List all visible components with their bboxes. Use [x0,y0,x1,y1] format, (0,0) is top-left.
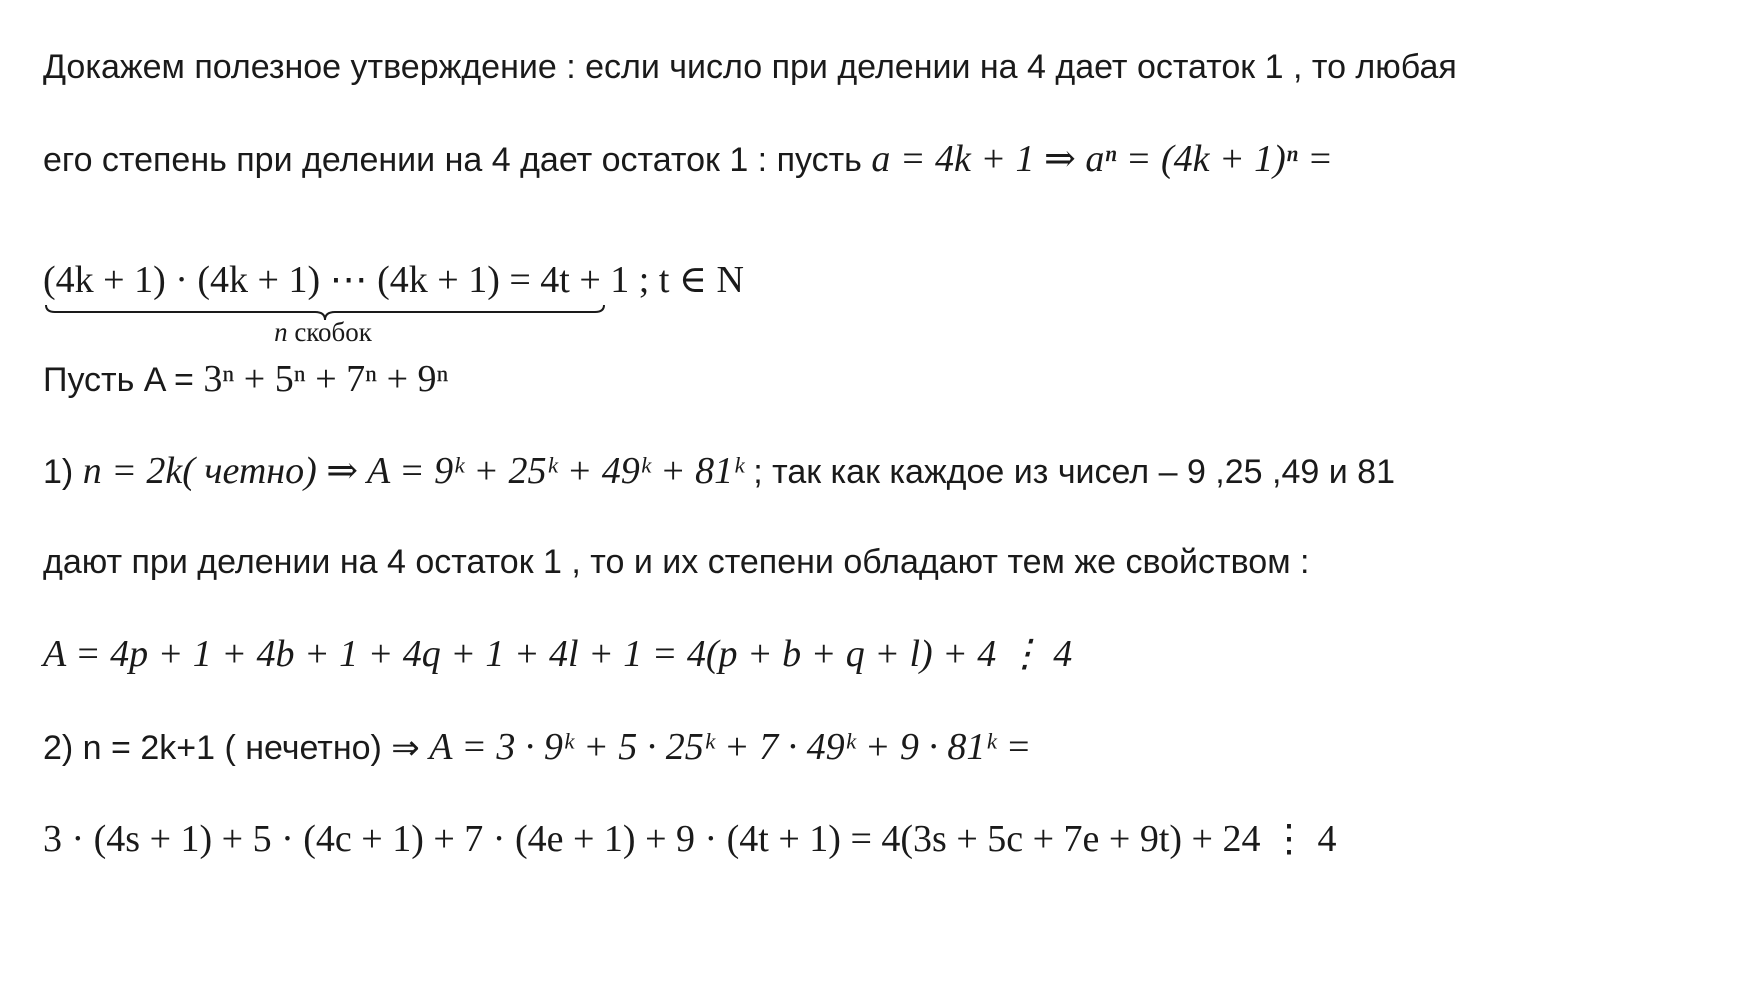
underbrace-block [43,245,744,347]
line5-prefix: 1) [43,453,83,491]
line8-text: 2) n = 2k+1 ( нечетно) ⇒ [43,729,430,767]
product-expression: (4k + 1) · (4k + 1) ⋯ (4k + 1) [43,259,500,301]
statement-line-2 [43,140,1333,178]
line5-text: ; так как каждое из чисел – 9 ,25 ,49 и 81 [743,453,1395,491]
line5-formula: n = 2k( четно) ⇒ A = 9ᵏ + 25ᵏ + 49ᵏ + 81ᵏ [82,450,744,492]
line2-formula: a = 4k + 1 ⇒ aⁿ = (4k + 1)ⁿ = [871,138,1333,180]
line8-formula: A = 3 · 9ᵏ + 5 · 25ᵏ + 7 · 49ᵏ + 9 · 81ᵏ = [429,726,1032,768]
statement-line-9: 3 · (4s + 1) + 5 · (4c + 1) + 7 · (4e + 1) + 9 · (4t + 1) = 4(3s + 5c + 7e + 9t) + 24 ⋮ 4 [43,818,1337,860]
line2-text: его степень при делении на 4 дает остаток 1 : пусть [43,141,872,179]
statement-line-4 [43,360,449,398]
line4-text: Пусть A = [43,361,204,399]
statement-line-6: дают при делении на 4 остаток 1 , то и их степени обладают тем же свойством : [43,543,1310,581]
underbrace-label: n скобок [274,317,372,347]
line4-formula: 3ⁿ + 5ⁿ + 7ⁿ + 9ⁿ [203,358,449,400]
statement-line-7: A = 4p + 1 + 4b + 1 + 4q + 1 + 4l + 1 = 4(p + b + q + l) + 4 ⋮ 4 [43,633,1073,675]
product-result: = 4t + 1 ; t ∈ N [499,259,744,301]
statement-line-5 [43,452,1395,490]
statement-line-8 [43,728,1031,766]
statement-line-1: Докажем полезное утверждение : если число при делении на 4 дает остаток 1 , то любая [43,48,1457,86]
